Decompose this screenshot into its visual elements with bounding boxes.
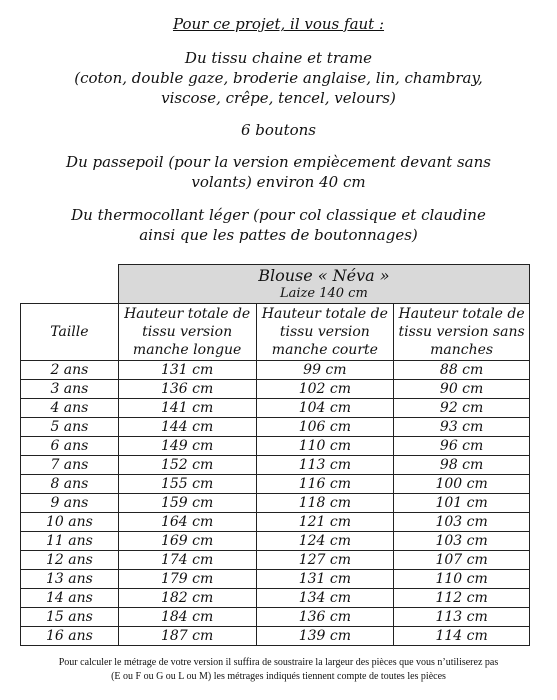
short-sleeve-cell: 106 cm [256, 418, 394, 437]
short-sleeve-cell: 127 cm [256, 551, 394, 570]
footnote [0, 656, 557, 684]
short-sleeve-cell: 118 cm [256, 494, 394, 513]
size-cell: 14 ans [21, 589, 119, 608]
requirement-fabric: Du tissu chaine et trame [184, 49, 373, 67]
long-sleeve-cell: 136 cm [118, 380, 256, 399]
short-sleeve-cell: 104 cm [256, 399, 394, 418]
table-row [21, 570, 530, 589]
table-row [21, 551, 530, 570]
fabric-size-table [20, 264, 530, 646]
short-sleeve-cell: 121 cm [256, 513, 394, 532]
sleeveless-cell: 101 cm [394, 494, 530, 513]
sleeveless-cell: 107 cm [394, 551, 530, 570]
table-row [21, 361, 530, 380]
sleeveless-cell: 90 cm [394, 380, 530, 399]
table-row [21, 532, 530, 551]
size-cell: 7 ans [21, 456, 119, 475]
long-sleeve-cell: 144 cm [118, 418, 256, 437]
header-short-sleeve: Hauteur totale de tissu version manche courte [256, 304, 394, 361]
sleeveless-cell: 88 cm [394, 361, 530, 380]
table-row [21, 399, 530, 418]
short-sleeve-cell: 113 cm [256, 456, 394, 475]
size-cell: 10 ans [21, 513, 119, 532]
sleeveless-cell: 113 cm [394, 608, 530, 627]
size-cell: 13 ans [21, 570, 119, 589]
long-sleeve-cell: 164 cm [118, 513, 256, 532]
sleeveless-cell: 103 cm [394, 513, 530, 532]
table-row [21, 475, 530, 494]
table-subtitle: Laize 140 cm [280, 286, 368, 301]
long-sleeve-cell: 141 cm [118, 399, 256, 418]
size-cell: 6 ans [21, 437, 119, 456]
sleeveless-cell: 114 cm [394, 627, 530, 646]
short-sleeve-cell: 102 cm [256, 380, 394, 399]
size-cell: 9 ans [21, 494, 119, 513]
sleeveless-cell: 112 cm [394, 589, 530, 608]
table-row [21, 437, 530, 456]
sleeveless-cell: 98 cm [394, 456, 530, 475]
table-title-cell [118, 265, 529, 304]
size-cell: 8 ans [21, 475, 119, 494]
table-row [21, 513, 530, 532]
table-row [21, 627, 530, 646]
table-row [21, 608, 530, 627]
sleeveless-cell: 100 cm [394, 475, 530, 494]
long-sleeve-cell: 179 cm [118, 570, 256, 589]
sleeveless-cell: 96 cm [394, 437, 530, 456]
short-sleeve-cell: 124 cm [256, 532, 394, 551]
requirement-fabric-types-cont: viscose, crêpe, tencel, velours) [161, 89, 396, 107]
footnote-line-2: (E ou F ou G ou L ou M) les métrages indiqués tiennent compte de toutes les pièces [111, 671, 446, 682]
long-sleeve-cell: 182 cm [118, 589, 256, 608]
long-sleeve-cell: 184 cm [118, 608, 256, 627]
sleeveless-cell: 110 cm [394, 570, 530, 589]
requirement-interfacing-cont: ainsi que les pattes de boutonnages) [139, 226, 418, 244]
short-sleeve-cell: 134 cm [256, 589, 394, 608]
table-row [21, 494, 530, 513]
table-title: Blouse « Néva » [258, 266, 390, 285]
long-sleeve-cell: 159 cm [118, 494, 256, 513]
requirement-piping-cont: volants) environ 40 cm [191, 173, 366, 191]
size-cell: 11 ans [21, 532, 119, 551]
short-sleeve-cell: 99 cm [256, 361, 394, 380]
table-body [21, 361, 530, 646]
short-sleeve-cell: 131 cm [256, 570, 394, 589]
table-row [21, 589, 530, 608]
size-cell: 16 ans [21, 627, 119, 646]
size-cell: 5 ans [21, 418, 119, 437]
size-cell: 15 ans [21, 608, 119, 627]
short-sleeve-cell: 116 cm [256, 475, 394, 494]
long-sleeve-cell: 155 cm [118, 475, 256, 494]
requirement-buttons: 6 boutons [240, 121, 317, 139]
size-cell: 12 ans [21, 551, 119, 570]
footnote-line-1: Pour calculer le métrage de votre version il suffira de soustraire la largeur des pièces que vous n’utiliserez pas [58, 657, 499, 668]
sleeveless-cell: 93 cm [394, 418, 530, 437]
long-sleeve-cell: 131 cm [118, 361, 256, 380]
size-cell: 2 ans [21, 361, 119, 380]
sleeveless-cell: 103 cm [394, 532, 530, 551]
table-row [21, 418, 530, 437]
long-sleeve-cell: 174 cm [118, 551, 256, 570]
table-row [21, 456, 530, 475]
long-sleeve-cell: 149 cm [118, 437, 256, 456]
long-sleeve-cell: 187 cm [118, 627, 256, 646]
table-row [21, 380, 530, 399]
header-size: Taille [21, 304, 119, 361]
requirement-interfacing: Du thermocollant léger (pour col classique et claudine [71, 206, 486, 224]
requirements-heading: Pour ce projet, il vous faut : [172, 15, 385, 33]
short-sleeve-cell: 136 cm [256, 608, 394, 627]
size-cell: 4 ans [21, 399, 119, 418]
short-sleeve-cell: 110 cm [256, 437, 394, 456]
header-sleeveless: Hauteur totale de tissu version sans manches [394, 304, 530, 361]
requirement-piping: Du passepoil (pour la version empiècement devant sans [66, 153, 491, 171]
table-corner [21, 265, 119, 304]
long-sleeve-cell: 169 cm [118, 532, 256, 551]
size-cell: 3 ans [21, 380, 119, 399]
requirement-fabric-types: (coton, double gaze, broderie anglaise, lin, chambray, [74, 69, 483, 87]
header-long-sleeve: Hauteur totale de tissu version manche longue [118, 304, 256, 361]
short-sleeve-cell: 139 cm [256, 627, 394, 646]
long-sleeve-cell: 152 cm [118, 456, 256, 475]
sleeveless-cell: 92 cm [394, 399, 530, 418]
